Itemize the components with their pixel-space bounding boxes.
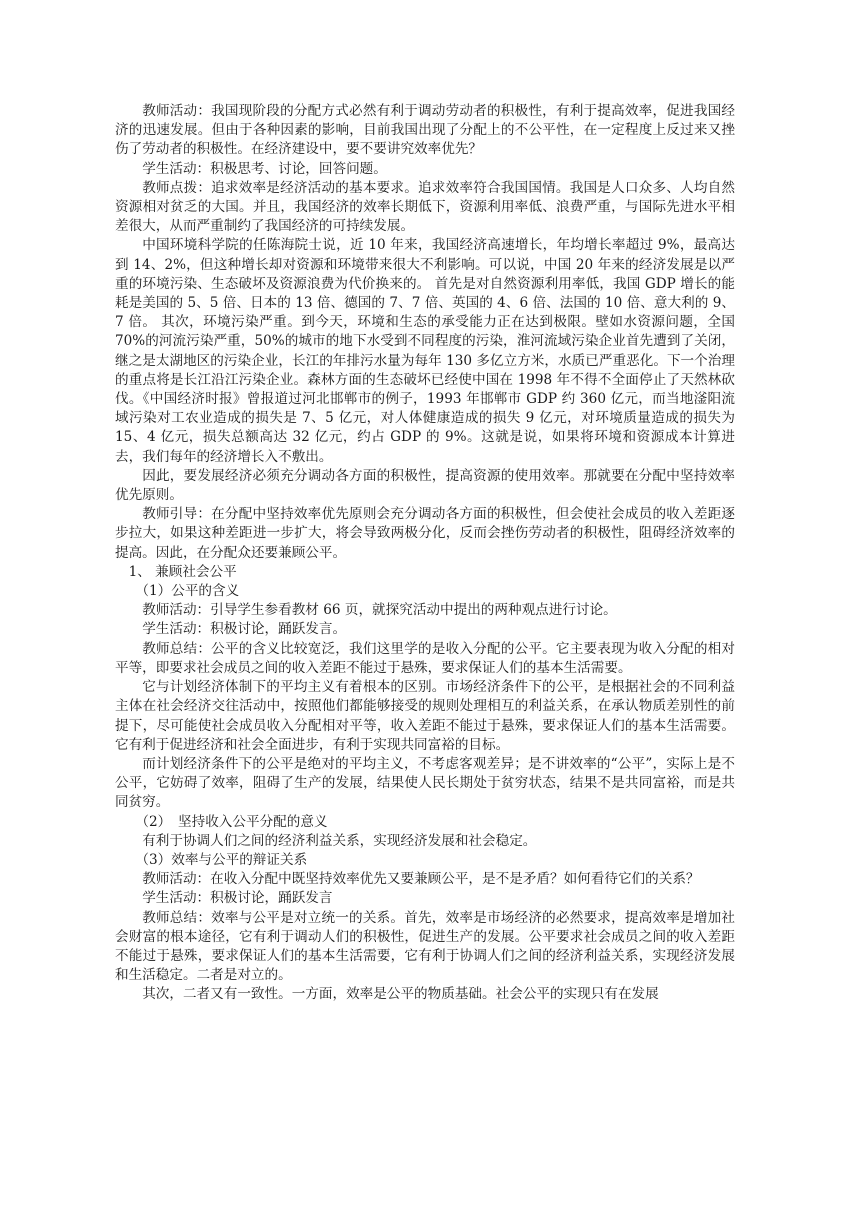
paragraph: 教师总结：公平的含义比较宽泛，我们这里学的是收入分配的公平。它主要表现为收入分配的相对平等，即要求社会成员之间的收入差距不能过于悬殊，要求保证人们的基本生活需要。 [115, 640, 735, 676]
paragraph: 有利于协调人们之间的经济利益关系，实现经济发展和社会稳定。 [142, 832, 537, 849]
document-body [115, 102, 735, 1005]
paragraph: 中国环境科学院的任陈海院士说，近 10 年来，我国经济高速增长，年均增长率超过 9%，最高达到 14、2%，但这种增长却对资源和环境带来很大不利影响。可以说，中国 20 年来的经济发展是以严重的环境污染、生态破坏及资源浪费为代价换来的。 首先是对自然资源利用率低，我国 GDP 增长的能耗是美国的 5、5 倍、日本的 13 倍、德国的 7、7 倍、英国的 4、6 倍、法国的 10 倍、意大利的 9、7 倍。 其次，环境污染严重。到今天，环境和生态的承受能力正在达到极限。壁如水资源问题，全国 70%的河流污染严重，50%的城市的地下水受到不同程度的污染，淮河流域污染企业首先遭到了关闭，继之是太湖地区的污染企业，长江的年排污水量为每年 130 多亿立方米，水质已严重恶化。下一个治理的重点将是长江沿江污染企业。森林方面的生态破坏已经使中国在 1998 年不得不全面停止了天然林砍伐。《中国经济时报》曾报道过河北邯郸市的例子，1993 年邯郸市 GDP 约 360 亿元，而当地滏阳流域污染对工农业造成的损失是 7、5 亿元，对人体健康造成的损失 9 亿元，对环境质量造成的损失为 15、4 亿元，损失总额高达 32 亿元，约占 GDP 的 9%。这就是说，如果将环境和资源成本计算进去，我们每年的经济增长入不敷出。 [115, 237, 735, 465]
paragraph: 教师点拨：追求效率是经济活动的基本要求。追求效率符合我国国情。我国是人口众多、人均自然资源相对贫乏的大国。并且，我国经济的效率长期低下，资源利用率低、浪费严重，与国际先进水平相差很大，从而严重制约了我国经济的可持续发展。 [115, 179, 735, 235]
paragraph: （2） 坚持收入公平分配的意义 [135, 813, 328, 830]
paragraph: 教师活动：在收入分配中既坚持效率优先又要兼顾公平，是不是矛盾？如何看待它们的关系？ [142, 871, 700, 888]
paragraph: 学生活动：积极讨论，踊跃发言。 [142, 621, 347, 638]
paragraph: 而计划经济条件下的公平是绝对的平均主义，不考虑客观差异；是不讲效率的“公平”，实际上是不公平，它妨碍了效率，阻碍了生产的发展，结果使人民长期处于贫穷状态，结果不是共同富裕，而是共同贫穷。 [115, 755, 735, 811]
paragraph: 教师引导：在分配中坚持效率优先原则会充分调动各方面的积极性，但会使社会成员的收入差距逐步拉大，如果这种差距进一步扩大，将会导致两极分化，反而会挫伤劳动者的积极性，阻碍经济效率的提高。因此，在分配众还要兼顾公平。 [115, 506, 735, 561]
paragraph: （3）效率与公平的辩证关系 [135, 851, 308, 868]
paragraph: 它与计划经济体制下的平均主义有着根本的区别。市场经济条件下的公平，是根据社会的不同利益主体在社会经济交往活动中，按照他们都能够接受的规则处理相互的利益关系，在承认物质差别性的前提下，尽可能使社会成员收入分配相对平等，收入差距不能过于悬殊，要求保证人们的基本生活需要。它有利于促进经济和社会全面进步，有利于实现共同富裕的目标。 [115, 679, 735, 753]
paragraph: （1）公平的含义 [135, 583, 240, 600]
paragraph: 学生活动：积极思考、讨论，回答问题。 [142, 160, 387, 177]
paragraph: 因此，要发展经济必须充分调动各方面的积极性，提高资源的使用效率。那就要在分配中坚持效率优先原则。 [115, 467, 735, 504]
paragraph: 1、 兼顾社会公平 [128, 563, 237, 580]
paragraph: 学生活动：积极讨论，踊跃发言 [142, 890, 333, 907]
paragraph: 教师总结：效率与公平是对立统一的关系。首先，效率是市场经济的必然要求，提高效率是增加社会财富的根本途径，它有利于调动人们的积极性，促进生产的发展。公平要求社会成员之间的收入差距不能过于悬殊，要求保证人们的基本生活需要，它有利于协调人们之间的经济利益关系，实现经济发展和生活稳定。二者是对立的。 [115, 909, 735, 984]
paragraph: 教师活动：我国现阶段的分配方式必然有利于调动劳动者的积极性，有利于提高效率，促进我国经济的迅速发展。但由于各种因素的影响，目前我国出现了分配上的不公平性，在一定程度上反过来又挫伤了劳动者的积极性。在经济建设中，要不要讲究效率优先？ [115, 103, 735, 158]
paragraph: 其次，二者又有一致性。一方面，效率是公平的物质基础。社会公平的实现只有在发展 [142, 986, 659, 1003]
paragraph: 教师活动：引导学生参看教材 66 页，就探究活动中提出的两种观点进行讨论。 [142, 602, 617, 619]
